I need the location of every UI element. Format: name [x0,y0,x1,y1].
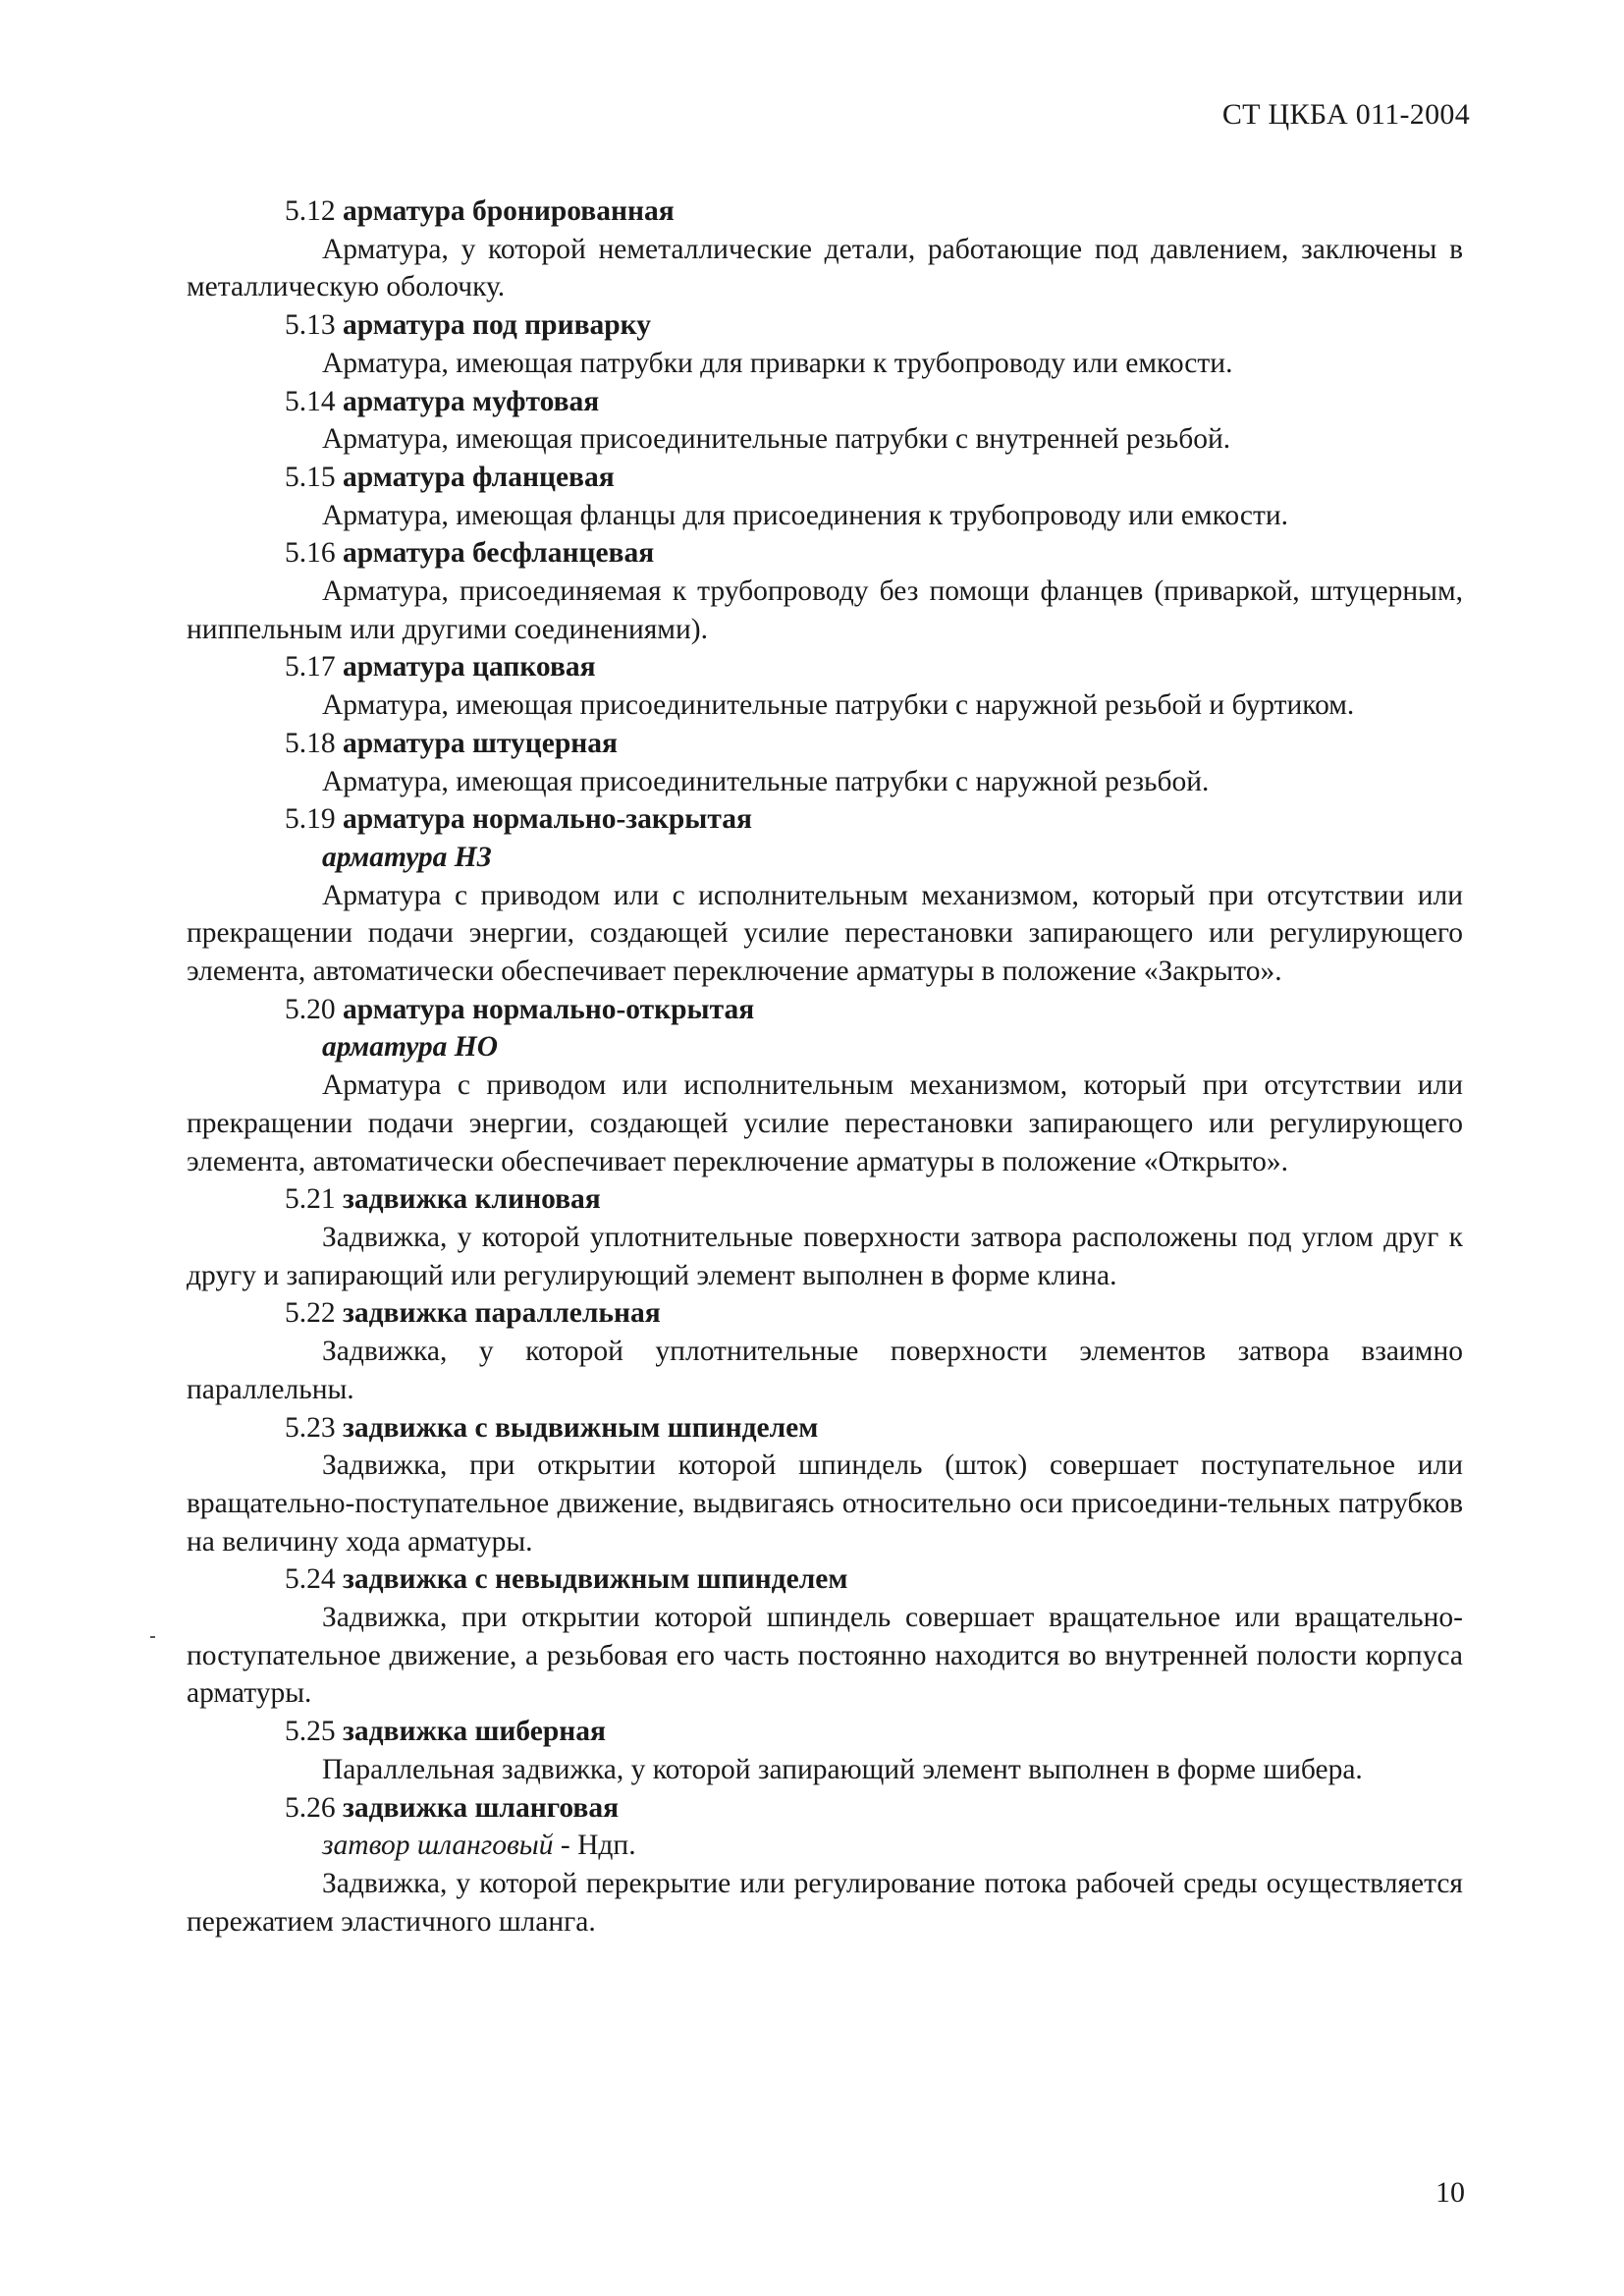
term-name: задвижка шиберная [343,1716,606,1748]
term-number: 5.17 [285,651,336,683]
term-synonym-note: - Ндп. [553,1830,636,1862]
term-heading [187,192,1463,231]
term-number: 5.20 [285,993,336,1025]
term-name: арматура штуцерная [343,727,618,759]
term-number: 5.14 [285,385,336,417]
term-heading [187,459,1463,497]
term-number: 5.16 [285,537,336,570]
term-definition: Арматура, имеющая патрубки для приварки к трубопроводу или емкости. [322,347,1233,379]
term-name: арматура нормально-закрытая [343,803,752,836]
term-heading [187,725,1463,763]
term-abbreviation [187,839,1463,877]
term-number: 5.25 [285,1716,336,1748]
term-name: задвижка параллельная [343,1297,661,1330]
term-abbreviation [187,1028,1463,1066]
term-name: арматура бронированная [343,195,675,227]
term-heading [187,991,1463,1029]
term-heading [187,1713,1463,1751]
margin-mark [150,1636,155,1638]
term-definition: Задвижка, при открытии которой шпиндель (шток) совершает поступательное или вращательно-поступательное движение, выдвигаясь относительно оси присоедини-тельных патрубков на величину хода арматуры. [187,1449,1463,1558]
term-number: 5.24 [285,1563,336,1596]
term-heading [187,1560,1463,1599]
term-number: 5.21 [285,1183,336,1216]
term-heading [187,383,1463,421]
term-number: 5.26 [285,1791,336,1824]
term-name: арматура нормально-открытая [343,993,755,1025]
term-heading [187,800,1463,839]
terms-list [187,192,1463,1941]
term-name: задвижка с невыдвижным шпинделем [343,1563,848,1596]
term-definition: Задвижка, при открытии которой шпиндель совершает вращательное или вращательно-поступательное движение, а резьбовая его часть постоянно находится во внутренней полости корпуса арматуры. [187,1602,1463,1710]
term-synonym-text: затвор шланговый [322,1830,554,1862]
term-definition: Задвижка, у которой уплотнительные поверхности затвора расположены под углом друг к другу и запирающий или регулирующий элемент выполнен в форме клина. [187,1221,1463,1291]
term-heading [187,1294,1463,1333]
term-abbreviation-text: арматура НЗ [322,841,492,873]
term-number: 5.22 [285,1297,336,1330]
term-heading [187,1789,1463,1828]
term-heading [187,1180,1463,1219]
term-heading [187,648,1463,686]
term-definition: Арматура, имеющая фланцы для присоединения к трубопроводу или емкости. [322,499,1289,531]
page-number: 10 [1435,2176,1465,2209]
term-number: 5.13 [285,309,336,342]
term-name: арматура фланцевая [343,461,615,493]
term-name: арматура бесфланцевая [343,537,655,570]
term-number: 5.23 [285,1411,336,1444]
term-number: 5.12 [285,195,336,227]
term-definition: Арматура, имеющая присоединительные патрубки с наружной резьбой. [322,765,1210,797]
term-heading [187,306,1463,345]
term-name: задвижка шланговая [343,1791,620,1824]
term-number: 5.19 [285,803,336,836]
term-name: задвижка клиновая [343,1183,601,1216]
term-definition: Арматура, у которой неметаллические детали, работающие под давлением, заключены в металлическую оболочку. [187,233,1463,303]
term-name: задвижка с выдвижным шпинделем [343,1411,819,1444]
term-definition: Арматура, имеющая присоединительные патрубки с внутренней резьбой. [322,423,1231,456]
term-definition: Параллельная задвижка, у которой запирающий элемент выполнен в форме шибера. [322,1753,1363,1785]
term-name: арматура муфтовая [343,385,600,417]
document-code: СТ ЦКБА 011-2004 [1221,98,1470,131]
term-definition: Арматура, присоединяемая к трубопроводу без помощи фланцев (приваркой, штуцерным, ниппельным или другими соединениями). [187,575,1463,645]
term-heading [187,534,1463,573]
term-definition: Задвижка, у которой перекрытие или регулирование потока рабочей среды осуществляется пережатием эластичного шланга. [187,1867,1463,1938]
term-definition: Арматура с приводом или с исполнительным механизмом, который при отсутствии или прекращении подачи энергии, создающей усилие перестановки запирающего или регулирующего элемента, автоматически обеспечивает переключение арматуры в положение «Закрыто». [187,879,1463,988]
term-definition: Задвижка, у которой уплотнительные поверхности элементов затвора взаимно параллельны. [187,1336,1463,1405]
term-definition: Арматура, имеющая присоединительные патрубки с наружной резьбой и буртиком. [322,689,1355,722]
term-heading [187,1409,1463,1448]
term-number: 5.15 [285,461,336,493]
term-name: арматура под приварку [343,309,651,342]
term-synonym [187,1827,1463,1865]
term-number: 5.18 [285,727,336,759]
term-name: арматура цапковая [343,651,596,683]
term-definition: Арматура с приводом или исполнительным механизмом, который при отсутствии или прекращении подачи энергии, создающей усилие перестановки запирающего или регулирующего элемента, автоматически обеспечивает переключение арматуры в положение «Открыто». [187,1069,1463,1177]
term-abbreviation-text: арматура НО [322,1031,499,1064]
